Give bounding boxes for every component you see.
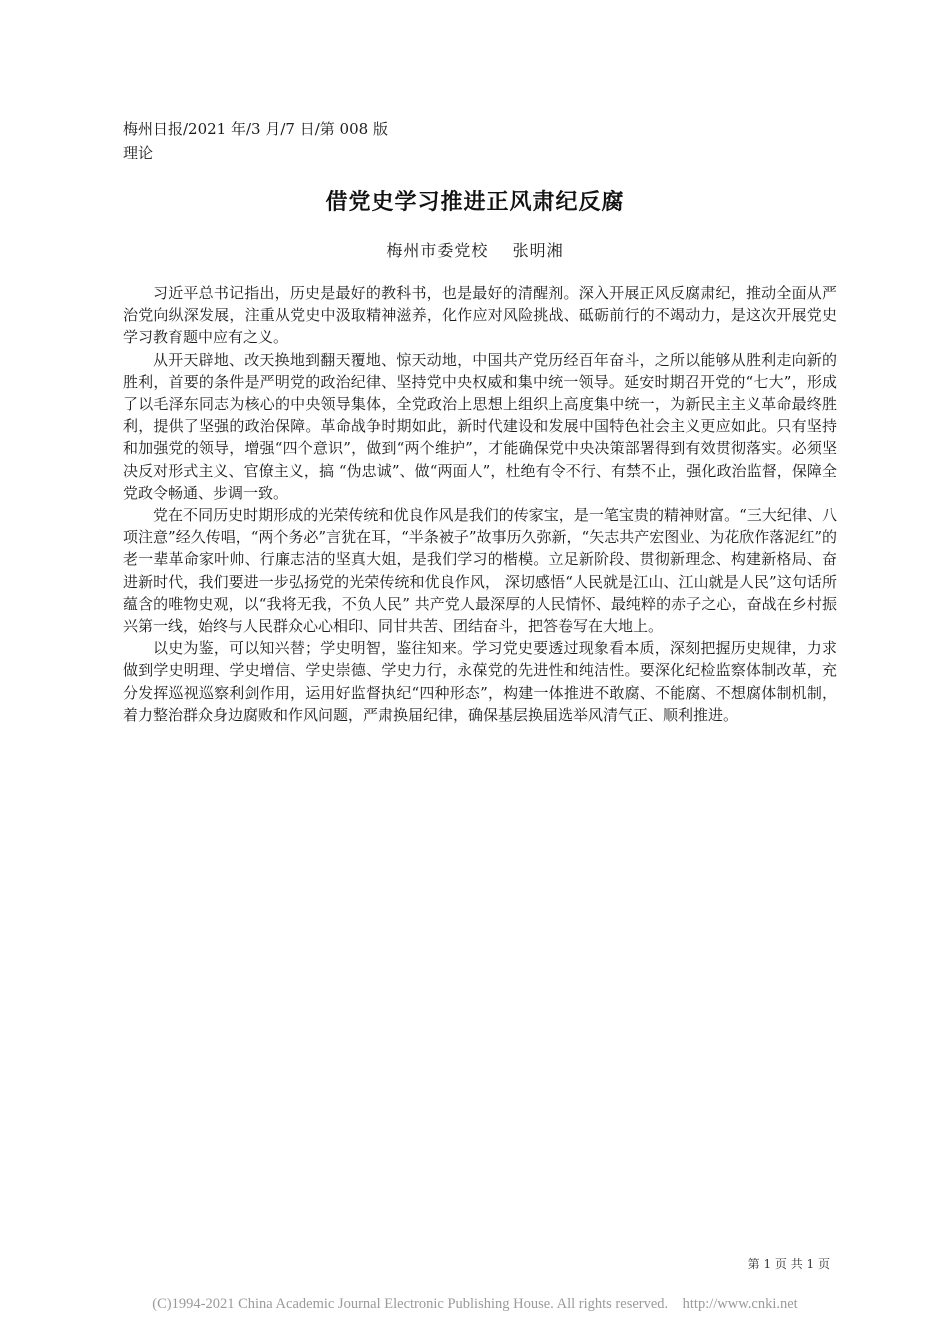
section-label: 理论 [123,144,154,162]
article-body [123,282,837,726]
article-title: 借党史学习推进正风肃纪反腐 [325,190,625,215]
source-info [123,117,388,165]
paragraph: 以史为鉴，可以知兴替；学史明智，鉴往知来。学习党史要透过现象看本质，深刻把握历史规律，力求做到学史明理、学史增信、学史崇德、学史力行，永葆党的先进性和纯洁性。要深化纪检监察体制改革，充分发挥巡视巡察利剑作用，运用好监督执纪“四种形态”，构建一体推进不敢腐、不能腐、不想腐体制机制，着力整治群众身边腐败和作风问题，严肃换届纪律，确保基层换届选举风清气正、顺利推进。 [123,639,837,724]
paragraph: 党在不同历史时期形成的光荣传统和优良作风是我们的传家宝，是一笔宝贵的精神财富。“三大纪律、八项注意”经久传唱，“两个务必”言犹在耳，“半条被子”故事历久弥新，“矢志共产宏图业、为花欣作落泥红”的老一辈革命家叶帅、行廉志洁的坚真大姐，是我们学习的楷模。立足新阶段、贯彻新理念、构建新格局、奋进新时代，我们要进一步弘扬党的光荣传统和优良作风， 深切感悟“人民就是江山、江山就是人民”这句话所蕴含的唯物史观，以“我将无我，不负人民” 共产党人最深厚的人民情怀、最纯粹的赤子之心，奋战在乡村振兴第一线，始终与人民群众心心相印、同甘共苦、团结奋斗，把答卷写在大地上。 [123,506,837,636]
copyright-footer: (C)1994-2021 China Academic Journal Electronic Publishing House. All rights reserved. http://www.cnki.net [152,1296,798,1312]
paragraph: 习近平总书记指出，历史是最好的教科书，也是最好的清醒剂。深入开展正风反腐肃纪，推动全面从严治党向纵深发展，注重从党史中汲取精神滋养，化作应对风险挑战、砥砺前行的不竭动力，是这次开展党史学习教育题中应有之义。 [123,284,837,347]
article-author: 梅州市委党校 张明湘 [386,241,564,260]
page-number: 第 1 页 共 1 页 [747,1257,830,1271]
source-line: 梅州日报/2021 年/3 月/7 日/第 008 版 [123,120,388,138]
paragraph: 从开天辟地、改天换地到翻天覆地、惊天动地，中国共产党历经百年奋斗，之所以能够从胜利走向新的胜利，首要的条件是严明党的政治纪律、坚持党中央权威和集中统一领导。延安时期召开党的“七大”，形成了以毛泽东同志为核心的中央领导集体，全党政治上思想上组织上高度集中统一，为新民主主义革命最终胜利，提供了坚强的政治保障。革命战争时期如此，新时代建设和发展中国特色社会主义更应如此。只有坚持和加强党的领导，增强“四个意识”，做到“两个维护”，才能确保党中央决策部署得到有效贯彻落实。必须坚决反对形式主义、官僚主义，搞 “伪忠诚”、做“两面人”，杜绝有令不行、有禁不止，强化政治监督，保障全党政令畅通、步调一致。 [123,350,837,502]
